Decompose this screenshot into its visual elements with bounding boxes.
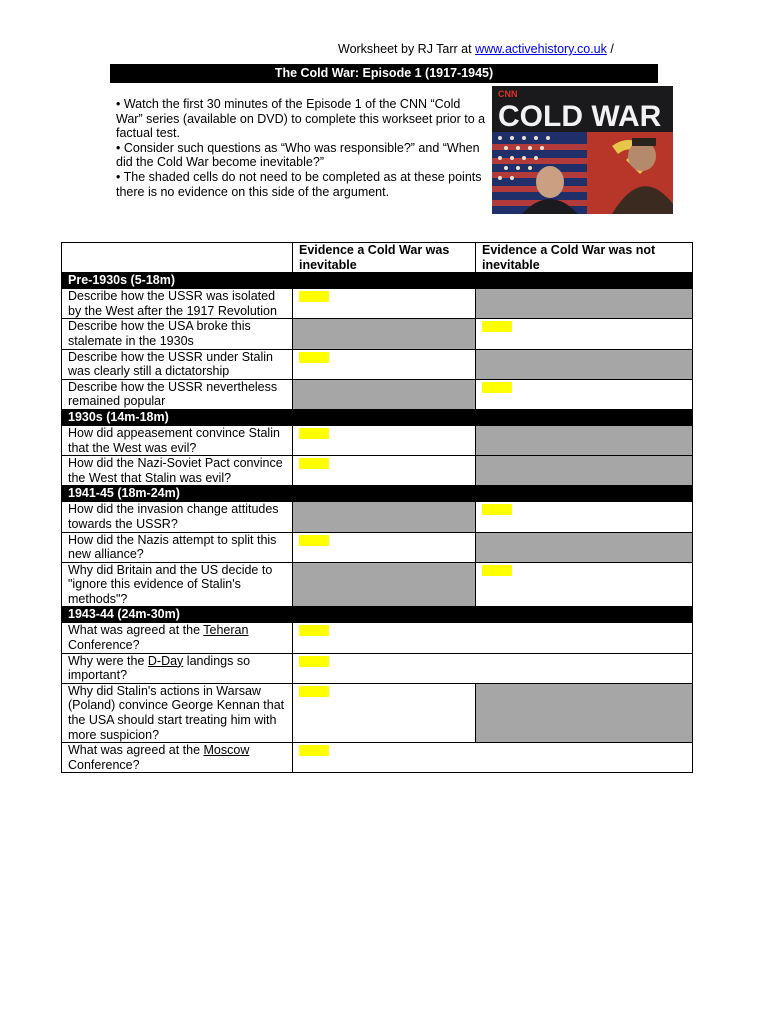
answer-not-inevitable-cell[interactable] — [476, 379, 693, 409]
highlight-marker — [299, 656, 329, 667]
poster-network-logo: CNN — [498, 89, 518, 99]
section-row — [62, 409, 693, 425]
highlight-marker — [299, 458, 329, 469]
highlight-marker — [299, 291, 329, 302]
question-cell: Describe how the USSR was isolated by the West after the 1917 Revolution — [62, 289, 293, 319]
table-row — [62, 623, 693, 653]
answer-not-inevitable-cell[interactable] — [476, 562, 693, 607]
section-row — [62, 273, 693, 289]
table-row — [62, 379, 693, 409]
shaded-cell — [476, 456, 693, 486]
instruction-consider: • Consider such questions as “Who was responsible?” and “When did the Cold War become inevitable?” — [116, 140, 480, 170]
section-1943-44: 1943-44 (24m-30m) — [62, 607, 693, 623]
section-1941-45: 1941-45 (18m-24m) — [62, 486, 693, 502]
table-row — [62, 349, 693, 379]
worksheet-title: The Cold War: Episode 1 (1917-1945) — [110, 64, 658, 83]
activehistory-link[interactable]: www.activehistory.co.uk — [475, 42, 607, 56]
answer-inevitable-cell[interactable] — [293, 289, 476, 319]
credit-text: Worksheet by RJ Tarr at — [338, 42, 476, 56]
question-cell: How did the Nazi-Soviet Pact convince the West that Stalin was evil? — [62, 456, 293, 486]
answer-merged-cell[interactable] — [293, 653, 693, 683]
question-cell: Why were the D-Day landings so important? — [62, 653, 293, 683]
table-row — [62, 425, 693, 455]
header-inevitable: Evidence a Cold War was inevitable — [293, 243, 476, 273]
table-row — [62, 683, 693, 742]
answer-merged-cell[interactable] — [293, 743, 693, 773]
highlight-marker — [482, 321, 512, 332]
question-cell: How did the Nazis attempt to split this new alliance? — [62, 532, 293, 562]
answer-inevitable-cell[interactable] — [293, 532, 476, 562]
answer-not-inevitable-cell[interactable] — [476, 502, 693, 532]
section-row — [62, 607, 693, 623]
question-cell: What was agreed at the Moscow Conference? — [62, 743, 293, 773]
credit-suffix: / — [606, 42, 614, 56]
shaded-cell — [476, 289, 693, 319]
worksheet-credit — [338, 42, 614, 56]
highlight-marker — [299, 352, 329, 363]
question-cell: Describe how the USSR nevertheless remained popular — [62, 379, 293, 409]
highlight-marker — [299, 535, 329, 546]
highlight-marker — [299, 428, 329, 439]
question-cell: Why did Stalin's actions in Warsaw (Poland) convince George Kennan that the USA should start treating him with more suspicion? — [62, 683, 293, 742]
shaded-cell — [476, 425, 693, 455]
instruction-watch: • Watch the first 30 minutes of the Episode 1 of the CNN “Cold War” series (available on DVD) to complete this workseet prior to a factual test. — [116, 97, 486, 141]
cold-war-poster-image — [492, 86, 673, 214]
table-row — [62, 456, 693, 486]
shaded-cell — [293, 379, 476, 409]
d-day-link[interactable]: D-Day — [147, 653, 184, 668]
highlight-marker — [482, 382, 512, 393]
answer-inevitable-cell[interactable] — [293, 683, 476, 742]
question-cell: How did appeasement convince Stalin that the West was evil? — [62, 425, 293, 455]
question-cell: Describe how the USA broke this stalemate in the 1930s — [62, 319, 293, 349]
highlight-marker — [299, 625, 329, 636]
header-question-cell — [62, 243, 293, 273]
highlight-marker — [299, 686, 329, 697]
shaded-cell — [476, 532, 693, 562]
shaded-cell — [293, 319, 476, 349]
question-cell: Describe how the USSR under Stalin was clearly still a dictatorship — [62, 349, 293, 379]
answer-inevitable-cell[interactable] — [293, 349, 476, 379]
answer-merged-cell[interactable] — [293, 623, 693, 653]
highlight-marker — [482, 504, 512, 515]
table-row — [62, 653, 693, 683]
teheran-link[interactable]: Teheran — [203, 623, 249, 638]
section-pre-1930s: Pre-1930s (5-18m) — [62, 273, 693, 289]
question-cell: What was agreed at the Teheran Conference? — [62, 623, 293, 653]
table-row — [62, 319, 693, 349]
answer-inevitable-cell[interactable] — [293, 425, 476, 455]
shaded-cell — [293, 562, 476, 607]
table-row — [62, 562, 693, 607]
section-1930s: 1930s (14m-18m) — [62, 409, 693, 425]
shaded-cell — [476, 349, 693, 379]
highlight-marker — [299, 745, 329, 756]
table-header-row — [62, 243, 693, 273]
header-not-inevitable: Evidence a Cold War was not inevitable — [476, 243, 693, 273]
question-cell: How did the invasion change attitudes towards the USSR? — [62, 502, 293, 532]
shaded-cell — [293, 502, 476, 532]
shaded-cell — [476, 683, 693, 742]
table-row — [62, 289, 693, 319]
poster-title: COLD WAR — [498, 100, 662, 133]
moscow-link[interactable]: Moscow — [203, 743, 250, 758]
question-cell: Why did Britain and the US decide to "ignore this evidence of Stalin's methods"? — [62, 562, 293, 607]
evidence-table — [61, 242, 693, 773]
answer-not-inevitable-cell[interactable] — [476, 319, 693, 349]
section-row — [62, 486, 693, 502]
table-row — [62, 743, 693, 773]
instructions — [116, 97, 486, 199]
table-row — [62, 532, 693, 562]
answer-inevitable-cell[interactable] — [293, 456, 476, 486]
instruction-shaded: • The shaded cells do not need to be completed as at these points there is no evidence on this side of the argument. — [116, 169, 482, 199]
table-row — [62, 502, 693, 532]
highlight-marker — [482, 565, 512, 576]
